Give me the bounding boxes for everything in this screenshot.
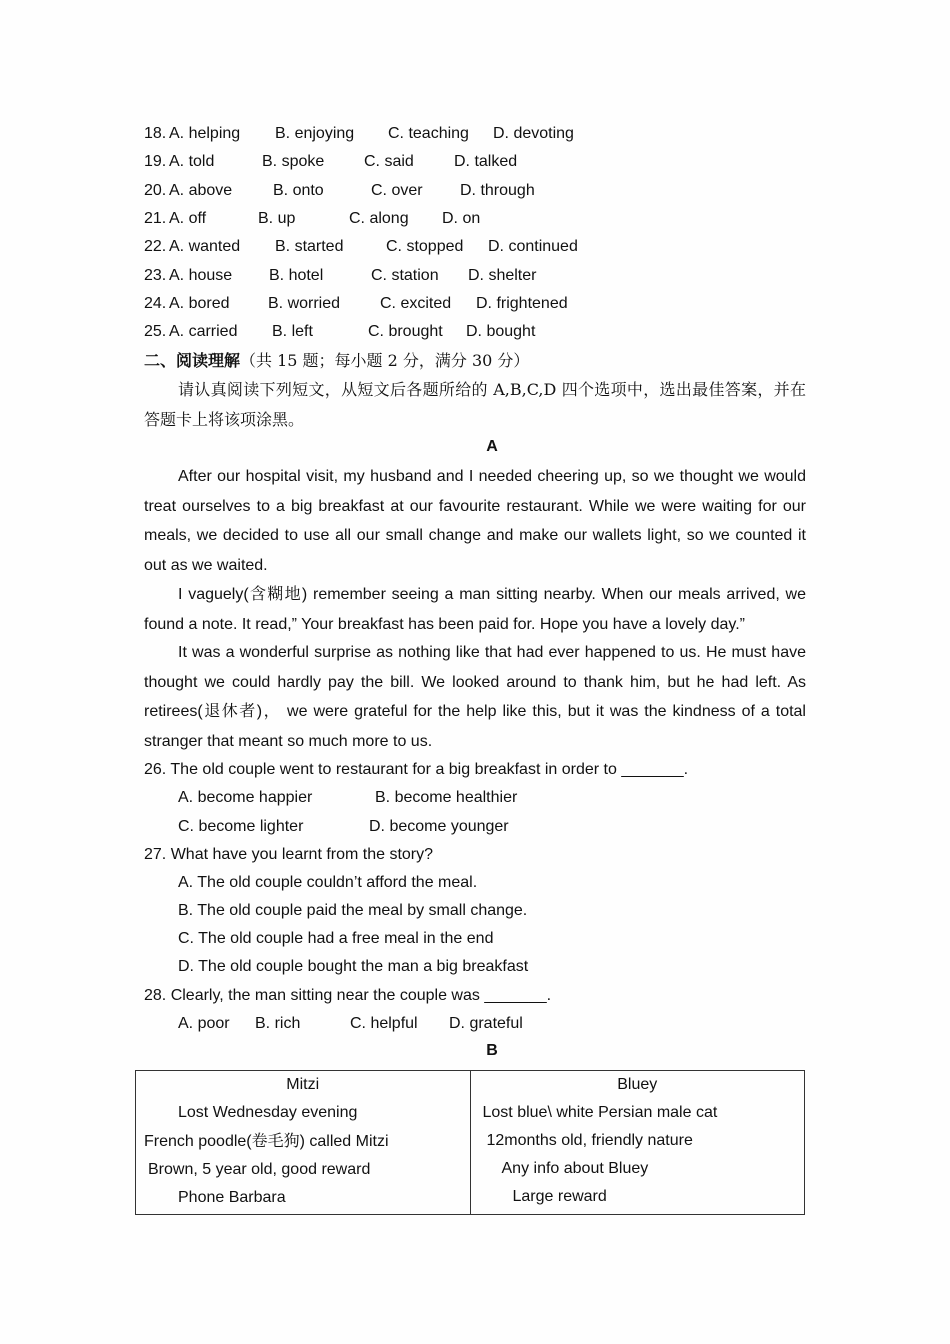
option-b: B. spoke: [262, 153, 325, 170]
question-number: 25.: [144, 323, 167, 340]
question-number: 20.: [144, 182, 167, 199]
question-28-stem: 28. Clearly, the man sitting near the couple was _______.: [144, 987, 552, 1004]
question-27-option-c: C. The old couple had a free meal in the end: [178, 930, 494, 947]
option-b: B. enjoying: [275, 125, 355, 142]
option-c: C. said: [364, 153, 414, 170]
question-28-option-c: C. helpful: [350, 1015, 418, 1032]
question-26-option-a: A. become happier: [178, 789, 313, 806]
option-d: D. shelter: [468, 267, 537, 284]
option-c: C. station: [371, 267, 439, 284]
passage-b-label: B: [486, 1042, 498, 1059]
question-27-option-d: D. The old couple bought the man a big breakfast: [178, 958, 529, 975]
option-c: C. teaching: [388, 125, 469, 142]
section-title: 二、阅读理解: [144, 351, 241, 370]
option-c: C. over: [371, 182, 423, 199]
option-b: B. hotel: [269, 267, 324, 284]
lost-pets-table: [135, 1070, 805, 1215]
question-28-option-a: A. poor: [178, 1015, 230, 1032]
notice-line: 12months old, friendly nature: [486, 1132, 693, 1149]
notice-line: Large reward: [512, 1188, 607, 1205]
notice-title: Mitzi: [286, 1076, 320, 1093]
section-instruction: 请认真阅读下列短文，从短文后各题所给的 A,B,C,D 四个选项中，选出最佳答案，并在答题卡上将该项涂黑。: [144, 380, 806, 429]
option-b: B. up: [258, 210, 296, 227]
question-26-option-c: C. become lighter: [178, 818, 304, 835]
question-28-option-d: D. grateful: [449, 1015, 523, 1032]
passage-a-paragraph-3: It was a wonderful surprise as nothing like that had ever happened to us. He must have thought we could hardly pay the bill. We looked around to thank him, but he had left. As retirees(退休者)， we were grateful for the help like this, but it was the kindness of a total stranger that meant so much more to us.: [144, 644, 806, 750]
question-number: 22.: [144, 238, 167, 255]
notice-line: Brown, 5 year old, good reward: [148, 1161, 371, 1178]
question-28-option-b: B. rich: [255, 1015, 301, 1032]
option-a: A. above: [169, 182, 233, 199]
notice-line: Lost blue\ white Persian male cat: [482, 1104, 718, 1121]
option-c: C. brought: [368, 323, 443, 340]
option-d: D. on: [442, 210, 481, 227]
option-a: A. told: [169, 153, 215, 170]
option-d: D. talked: [454, 153, 518, 170]
passage-a-paragraph-1: After our hospital visit, my husband and I needed cheering up, so we thought we would treat ourselves to a big breakfast at our favourite restaurant. While we were waiting for our meals, we decided to use all our small change and make our wallets light, so we counted it out as we waited.: [144, 468, 806, 574]
passage-a-paragraph-2: I vaguely(含糊地) remember seeing a man sitting nearby. When our meals arrived, we found a note. It read,” Your breakfast has been paid for. Hope you have a lovely day.”: [144, 586, 806, 633]
option-a: A. wanted: [169, 238, 241, 255]
question-number: 21.: [144, 210, 167, 227]
option-d: D. through: [460, 182, 535, 199]
option-d: D. devoting: [493, 125, 574, 142]
notice-line: Lost Wednesday evening: [178, 1104, 358, 1121]
option-c: C. excited: [380, 295, 452, 312]
option-a: A. off: [169, 210, 207, 227]
notice-line: Phone Barbara: [178, 1189, 286, 1206]
option-a: A. carried: [169, 323, 238, 340]
question-27-option-b: B. The old couple paid the meal by small change.: [178, 902, 528, 919]
option-c: C. stopped: [386, 238, 464, 255]
option-d: D. frightened: [476, 295, 568, 312]
option-a: A. house: [169, 267, 233, 284]
notice-bluey: [470, 1071, 805, 1215]
option-b: B. worried: [268, 295, 341, 312]
question-26-option-b: B. become healthier: [375, 789, 518, 806]
question-27-option-a: A. The old couple couldn’t afford the meal.: [178, 874, 478, 891]
option-d: D. bought: [466, 323, 536, 340]
section-heading: [144, 351, 529, 371]
question-number: 23.: [144, 267, 167, 284]
option-a: A. bored: [169, 295, 230, 312]
question-26-stem: 26. The old couple went to restaurant for a big breakfast in order to _______.: [144, 761, 689, 778]
option-b: B. started: [275, 238, 344, 255]
passage-a-label: A: [486, 438, 498, 455]
question-number: 19.: [144, 153, 167, 170]
section-score-note: （共 15 题；每小题 2 分，满分 30 分）: [240, 351, 530, 370]
question-number: 24.: [144, 295, 167, 312]
notice-title: Bluey: [617, 1076, 658, 1093]
question-number: 18.: [144, 125, 167, 142]
notice-line: French poodle(卷毛狗) called Mitzi: [144, 1133, 389, 1150]
notice-mitzi: [136, 1071, 471, 1215]
option-b: B. onto: [273, 182, 324, 199]
question-26-option-d: D. become younger: [369, 818, 509, 835]
option-a: A. helping: [169, 125, 241, 142]
notice-line: Any info about Bluey: [501, 1160, 649, 1177]
option-b: B. left: [272, 323, 313, 340]
option-c: C. along: [349, 210, 409, 227]
question-27-stem: 27. What have you learnt from the story?: [144, 846, 434, 863]
option-d: D. continued: [488, 238, 578, 255]
